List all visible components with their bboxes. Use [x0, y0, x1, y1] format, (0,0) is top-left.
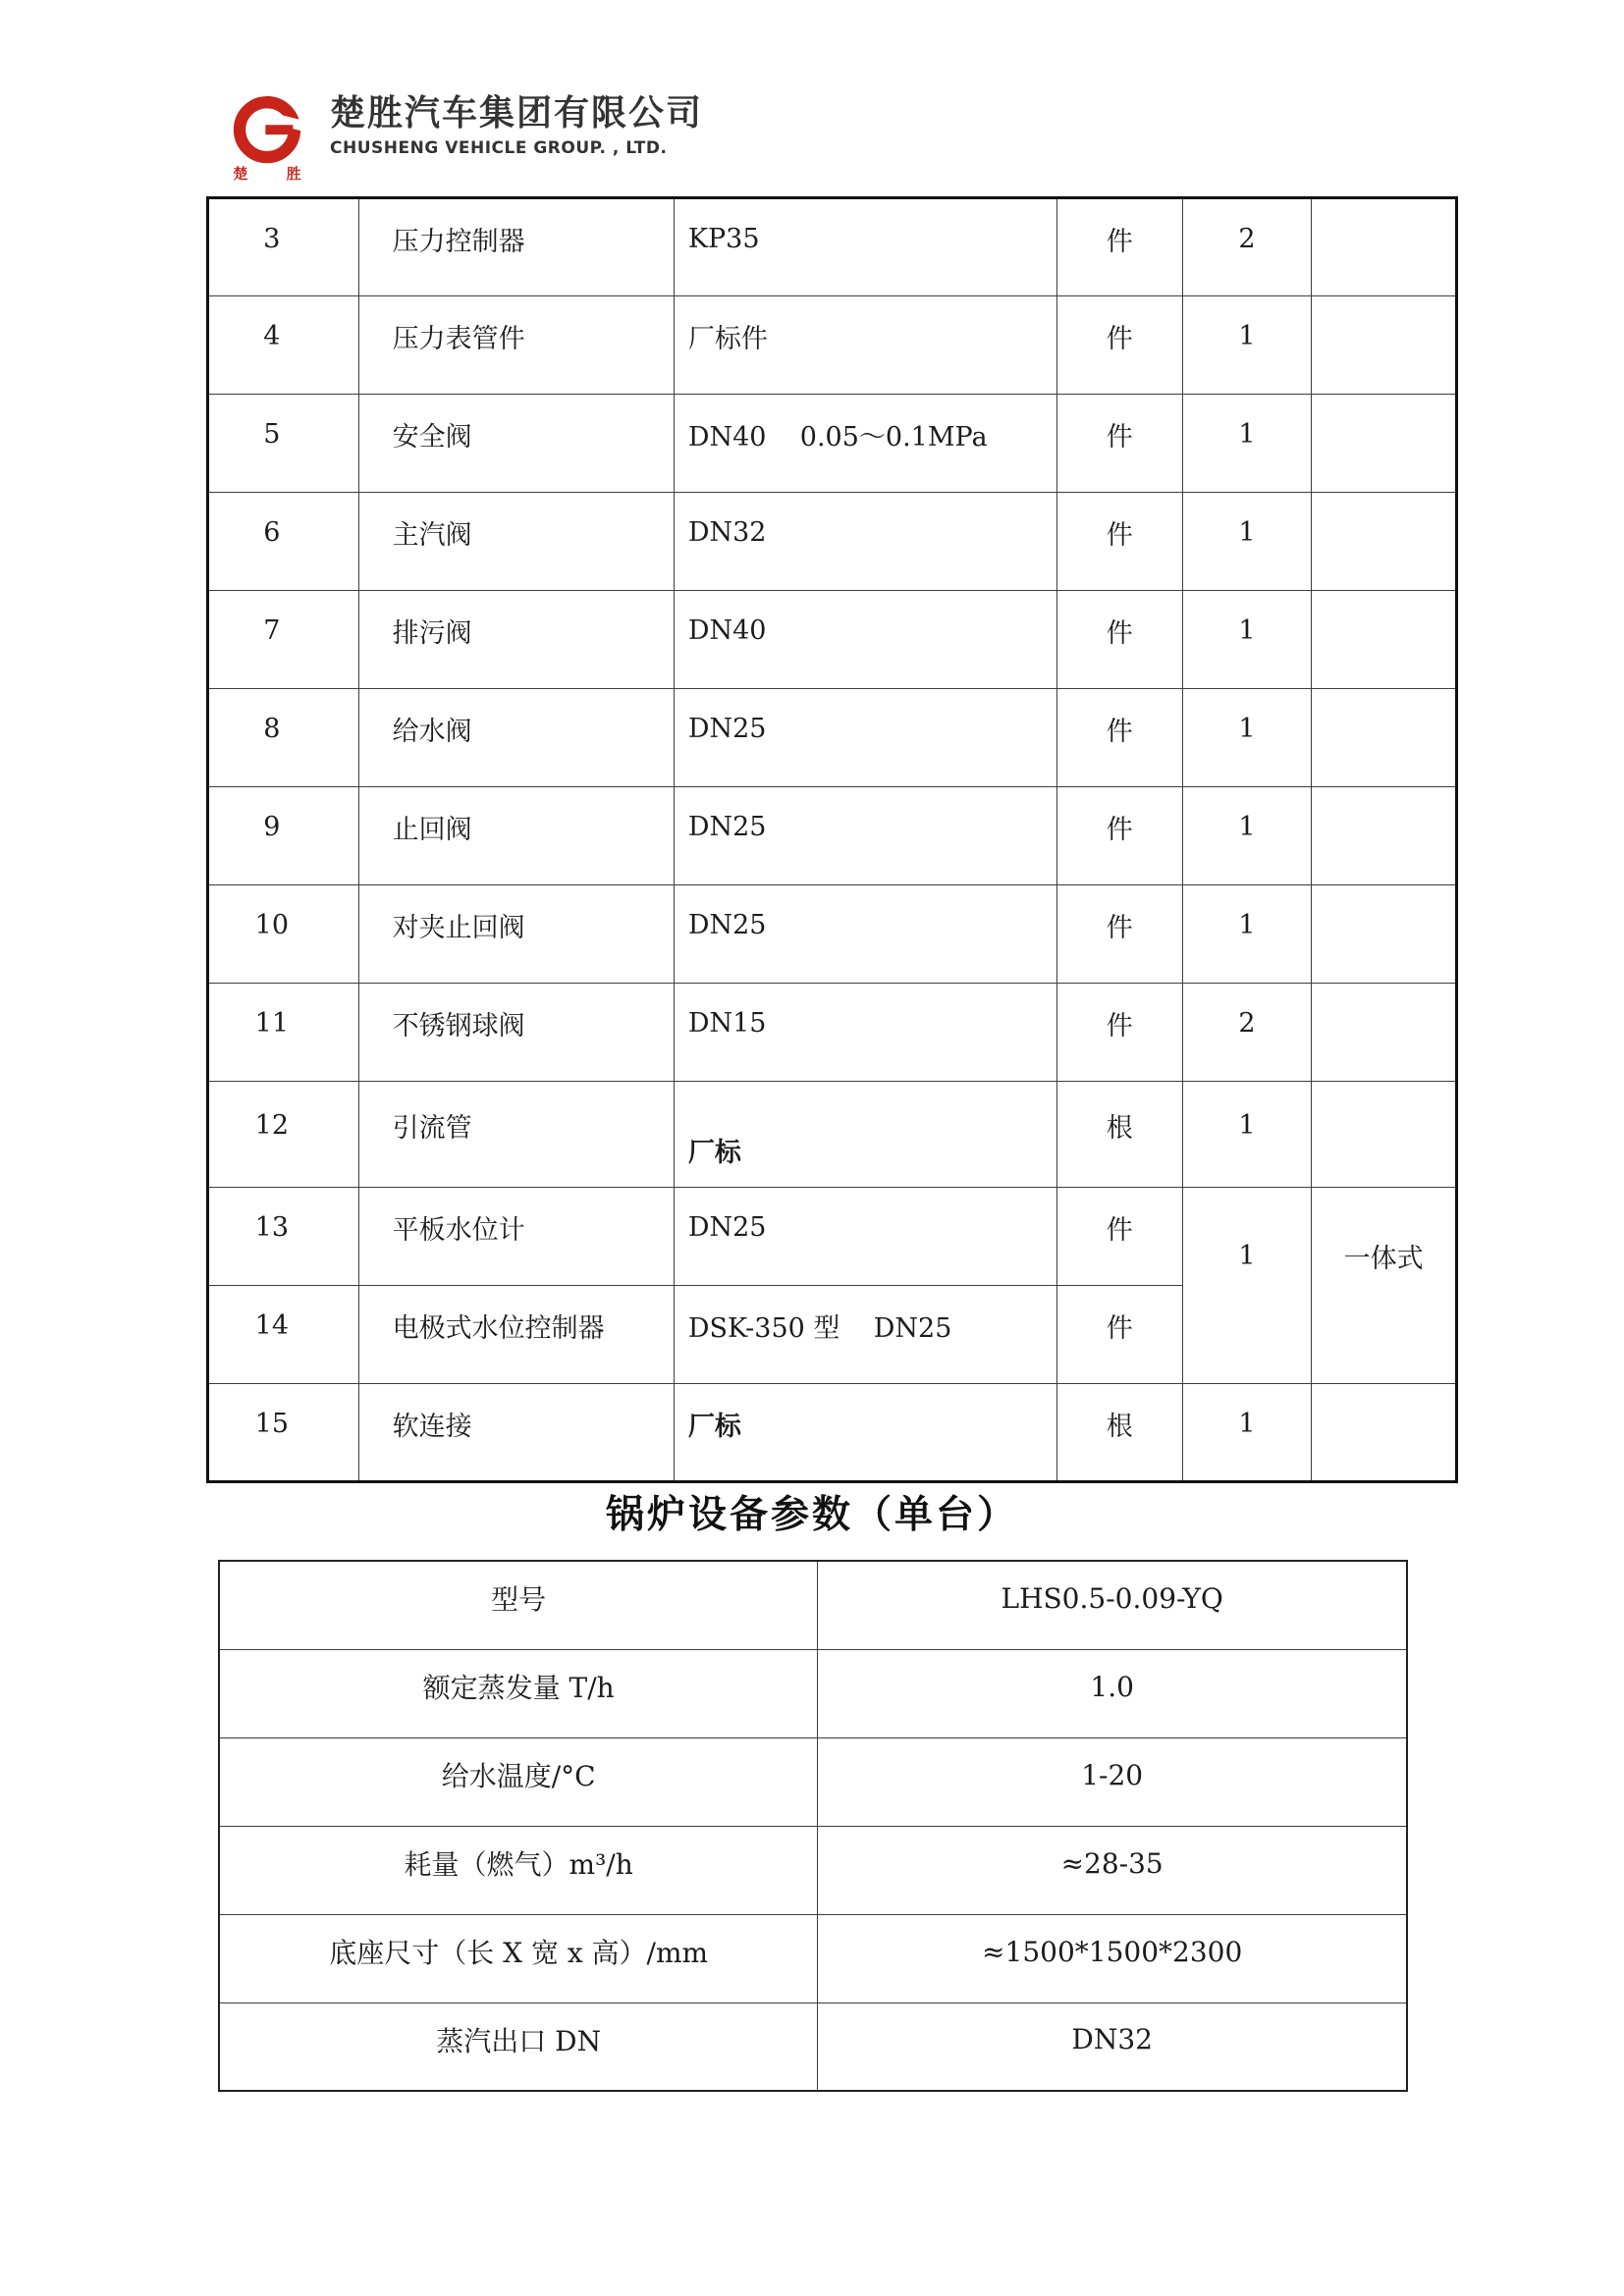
table-row: [208, 198, 1457, 296]
part-qty: 1: [1182, 689, 1312, 787]
part-remark-merged: 一体式: [1312, 1188, 1457, 1384]
part-unit: 件: [1056, 787, 1182, 885]
table-row: [208, 493, 1457, 591]
part-unit: 根: [1056, 1082, 1182, 1188]
part-qty: 1: [1182, 395, 1312, 493]
part-spec: DN25: [674, 787, 1056, 885]
param-label: 蒸汽出口 DN: [219, 2002, 818, 2091]
table-row: [208, 984, 1457, 1082]
part-qty-merged: 1: [1182, 1188, 1312, 1384]
part-spec: DN25: [674, 689, 1056, 787]
param-value: DN32: [818, 2002, 1407, 2091]
company-header: [218, 94, 703, 184]
logo-emblem-icon: [226, 94, 308, 167]
params-table: [218, 1560, 1408, 2092]
table-row: [208, 1188, 1457, 1286]
table-row: [208, 885, 1457, 984]
part-name: 引流管: [358, 1082, 674, 1188]
part-spec: 厂标: [674, 1082, 1056, 1188]
part-unit: 件: [1056, 885, 1182, 984]
table-row: [208, 591, 1457, 689]
row-number: 14: [208, 1286, 359, 1384]
table-row: [208, 296, 1457, 395]
row-number: 6: [208, 493, 359, 591]
part-spec: DN15: [674, 984, 1056, 1082]
params-title: 锅炉设备参数（单台）: [605, 1493, 1018, 1537]
part-unit: 件: [1056, 1286, 1182, 1384]
row-number: 4: [208, 296, 359, 395]
part-spec: 厂标件: [674, 296, 1056, 395]
part-unit: 件: [1056, 296, 1182, 395]
part-remark: [1312, 493, 1457, 591]
part-name: 压力控制器: [358, 198, 674, 296]
part-unit: 件: [1056, 591, 1182, 689]
part-qty: 2: [1182, 198, 1312, 296]
row-number: 11: [208, 984, 359, 1082]
param-label: 额定蒸发量 T/h: [219, 1649, 818, 1737]
company-logo: [218, 94, 316, 184]
param-value: 1-20: [818, 1737, 1407, 1826]
part-remark: [1312, 591, 1457, 689]
part-remark: [1312, 1384, 1457, 1482]
part-remark: [1312, 198, 1457, 296]
row-number: 15: [208, 1384, 359, 1482]
table-row: [208, 787, 1457, 885]
table-row: [219, 1826, 1407, 1914]
param-label: 给水温度/°C: [219, 1737, 818, 1826]
part-spec: DSK-350 型 DN25: [674, 1286, 1056, 1384]
param-value: LHS0.5-0.09-YQ: [818, 1561, 1407, 1649]
param-label: 耗量（燃气）m³/h: [219, 1826, 818, 1914]
part-name: 主汽阀: [358, 493, 674, 591]
part-remark: [1312, 296, 1457, 395]
company-name-cn: 楚胜汽车集团有限公司: [330, 93, 704, 133]
part-spec: DN40: [674, 591, 1056, 689]
part-spec: DN25: [674, 885, 1056, 984]
part-qty: 1: [1182, 787, 1312, 885]
row-number: 5: [208, 395, 359, 493]
part-name: 压力表管件: [358, 296, 674, 395]
param-value: ≈28-35: [818, 1826, 1407, 1914]
row-number: 12: [208, 1082, 359, 1188]
part-spec: DN32: [674, 493, 1056, 591]
part-unit: 根: [1056, 1384, 1182, 1482]
part-name: 安全阀: [358, 395, 674, 493]
row-number: 3: [208, 198, 359, 296]
table-row: [208, 395, 1457, 493]
part-remark: [1312, 689, 1457, 787]
table-row: [208, 689, 1457, 787]
part-remark: [1312, 1082, 1457, 1188]
part-qty: 1: [1182, 296, 1312, 395]
table-row: [219, 1649, 1407, 1737]
part-qty: 2: [1182, 984, 1312, 1082]
part-name: 平板水位计: [358, 1188, 674, 1286]
part-qty: 1: [1182, 493, 1312, 591]
table-row: [219, 1561, 1407, 1649]
part-spec: 厂标: [674, 1384, 1056, 1482]
part-remark: [1312, 984, 1457, 1082]
part-spec: KP35: [674, 198, 1056, 296]
part-name: 对夹止回阀: [358, 885, 674, 984]
param-value: 1.0: [818, 1649, 1407, 1737]
table-row: [208, 1384, 1457, 1482]
table-row: [219, 2002, 1407, 2091]
part-spec: DN25: [674, 1188, 1056, 1286]
part-unit: 件: [1056, 689, 1182, 787]
part-unit: 件: [1056, 198, 1182, 296]
part-unit: 件: [1056, 493, 1182, 591]
part-name: 止回阀: [358, 787, 674, 885]
part-remark: [1312, 885, 1457, 984]
table-row: [219, 1914, 1407, 2002]
part-name: 排污阀: [358, 591, 674, 689]
part-qty: 1: [1182, 1082, 1312, 1188]
part-remark: [1312, 395, 1457, 493]
part-name: 给水阀: [358, 689, 674, 787]
part-name: 电极式水位控制器: [358, 1286, 674, 1384]
parts-table: [206, 196, 1458, 1483]
row-number: 7: [208, 591, 359, 689]
part-qty: 1: [1182, 1384, 1312, 1482]
row-number: 13: [208, 1188, 359, 1286]
param-label: 底座尺寸（长 X 宽 x 高）/mm: [219, 1914, 818, 2002]
part-spec: DN40 0.05～0.1MPa: [674, 395, 1056, 493]
part-name: 软连接: [358, 1384, 674, 1482]
company-text: [330, 94, 703, 158]
row-number: 10: [208, 885, 359, 984]
logo-chinese-mark: 楚 胜: [233, 165, 301, 183]
company-name-en: CHUSHENG VEHICLE GROUP. , LTD.: [330, 137, 668, 158]
param-label: 型号: [219, 1561, 818, 1649]
table-row: [208, 1082, 1457, 1188]
part-unit: 件: [1056, 395, 1182, 493]
part-qty: 1: [1182, 591, 1312, 689]
table-row: [219, 1737, 1407, 1826]
part-remark: [1312, 787, 1457, 885]
part-unit: 件: [1056, 984, 1182, 1082]
part-unit: 件: [1056, 1188, 1182, 1286]
row-number: 8: [208, 689, 359, 787]
row-number: 9: [208, 787, 359, 885]
part-name: 不锈钢球阀: [358, 984, 674, 1082]
param-value: ≈1500*1500*2300: [818, 1914, 1407, 2002]
part-qty: 1: [1182, 885, 1312, 984]
